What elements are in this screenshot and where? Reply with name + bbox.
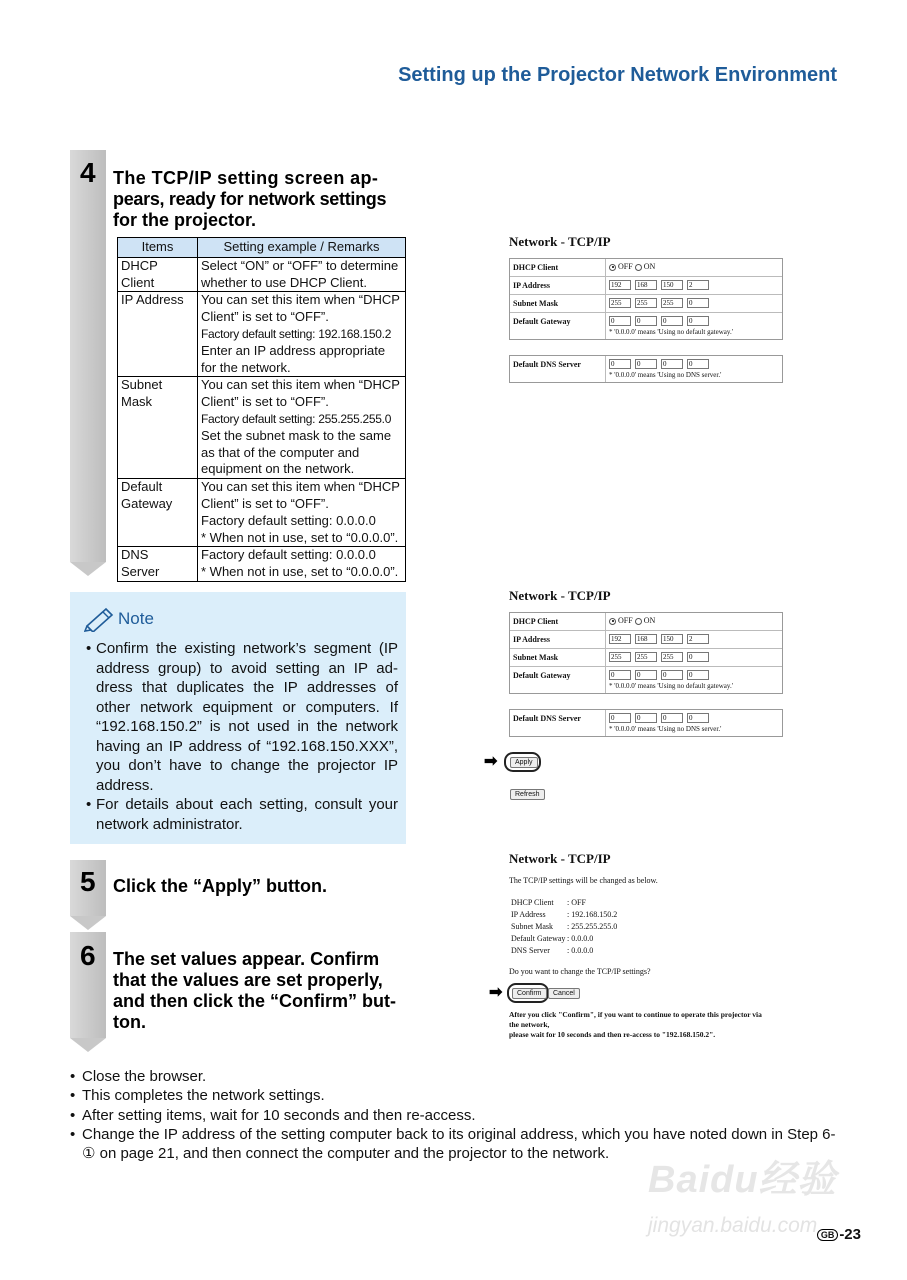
note-box xyxy=(70,592,406,844)
pencil-icon xyxy=(84,606,116,632)
dns-field[interactable]: 0 xyxy=(687,713,709,723)
dns-field[interactable]: 0 xyxy=(661,713,683,723)
radio-off[interactable] xyxy=(609,264,616,271)
confirm-button[interactable]: Confirm xyxy=(512,988,547,999)
screen-3-title: Network - TCP/IP xyxy=(509,851,611,866)
gateway-field[interactable]: 0 xyxy=(661,316,683,326)
note-header xyxy=(84,606,154,632)
table-row: DHCP Client Select “ON” or “OFF” to determine whether to use DHCP Client. xyxy=(118,257,406,292)
cancel-button[interactable]: Cancel xyxy=(548,988,580,999)
gateway-field[interactable]: 0 xyxy=(687,316,709,326)
list-item: • Close the browser. xyxy=(70,1068,207,1085)
gateway-field[interactable]: 0 xyxy=(609,316,631,326)
screen-2-form: DHCP Client OFF ON IP Address 192 168 150 2 Subnet Mask 255 255 255 0 Default Gateway 0 0 0 0 * '0.0.0.0' means 'Using no default gateway.' xyxy=(509,612,783,694)
ip-field[interactable]: 2 xyxy=(687,280,709,290)
radio-off[interactable] xyxy=(609,618,616,625)
dns-field[interactable]: 0 xyxy=(687,359,709,369)
apply-button[interactable]: Apply xyxy=(510,757,538,768)
subnet-field[interactable]: 255 xyxy=(661,652,683,662)
refresh-button[interactable]: Refresh xyxy=(510,789,545,800)
subnet-field[interactable]: 255 xyxy=(635,298,657,308)
subnet-field[interactable]: 255 xyxy=(609,652,631,662)
pointer-arrow-icon: ➡ xyxy=(489,984,503,1001)
gateway-field[interactable]: 0 xyxy=(635,670,657,680)
dns-field[interactable]: 0 xyxy=(609,713,631,723)
table-header-remarks: Setting example / Remarks xyxy=(198,238,406,258)
radio-on[interactable] xyxy=(635,618,642,625)
subnet-field[interactable]: 255 xyxy=(661,298,683,308)
screen-1-form: DHCP Client OFF ON IP Address 192 168 150 2 Subnet Mask 255 255 255 0 Default Gateway 0 0 0 0 * '0.0.0.0' means 'Using no default gateway.' xyxy=(509,258,783,340)
step-5-number: 5 xyxy=(80,866,96,897)
screen-2-dns-form: Default DNS Server 0 0 0 0 * '0.0.0.0' means 'Using no DNS server.' xyxy=(509,709,783,737)
subnet-field[interactable]: 0 xyxy=(687,298,709,308)
list-item: • This completes the network settings. xyxy=(70,1087,325,1105)
pointer-arrow-icon: ➡ xyxy=(484,753,498,770)
dns-field[interactable]: 0 xyxy=(609,359,631,369)
note-list xyxy=(86,639,398,834)
screen-1-dns-form: Default DNS Server 0 0 0 0 * '0.0.0.0' means 'Using no DNS server.' xyxy=(509,355,783,383)
dns-field[interactable]: 0 xyxy=(635,359,657,369)
page-number-text: -23 xyxy=(839,1226,861,1243)
baidu-watermark-url: jingyan.baidu.com xyxy=(648,1214,818,1237)
ip-field[interactable]: 168 xyxy=(635,280,657,290)
gateway-field[interactable]: 0 xyxy=(661,670,683,680)
step-5-text: Click the “Apply” button. xyxy=(113,876,327,896)
note-bullet: • For details about each setting, consult your network administrator. xyxy=(86,796,398,833)
confirm-warning: After you click "Confirm", if you want to continue to operate this projector via the network, please wait for 10 seconds and then re-access to "192.168.150.2". xyxy=(509,1010,762,1039)
gateway-field[interactable]: 0 xyxy=(635,316,657,326)
table-row: DNS Server Factory default setting: 0.0.0.0 * When not in use, set to “0.0.0.0”. xyxy=(118,547,406,582)
list-item: • After setting items, wait for 10 seconds and then re-access. xyxy=(70,1106,476,1124)
settings-table xyxy=(117,237,406,582)
gateway-field[interactable]: 0 xyxy=(687,670,709,680)
subnet-field[interactable]: 0 xyxy=(687,652,709,662)
table-header-items: Items xyxy=(118,238,198,258)
page-header-title: Setting up the Projector Network Environment xyxy=(398,64,837,86)
step-4-text: The TCP/IP setting screen ap- pears, ready for network settings for the projector. xyxy=(113,168,387,230)
screen-1-title: Network - TCP/IP xyxy=(509,234,611,249)
baidu-watermark: Baidu经验 xyxy=(648,1159,837,1201)
step-6-text: The set values appear. Confirm that the values are set properly, and then click the “Confirm” but- ton. xyxy=(113,949,397,1032)
list-item: • Change the IP address of the setting computer back to its original address, which you have noted down in Step 6-① on page 21, and then connect the computer and the projector to the network. xyxy=(70,1125,836,1163)
ip-field[interactable]: 192 xyxy=(609,634,631,644)
subnet-field[interactable]: 255 xyxy=(609,298,631,308)
screen-2-title: Network - TCP/IP xyxy=(509,588,611,603)
ip-field[interactable]: 150 xyxy=(661,280,683,290)
subnet-field[interactable]: 255 xyxy=(635,652,657,662)
confirm-question: Do you want to change the TCP/IP settings? xyxy=(509,967,651,976)
region-badge: GB xyxy=(817,1229,839,1241)
radio-on[interactable] xyxy=(635,264,642,271)
confirm-values: DHCP Client : OFF IP Address : 192.168.150.2 Subnet Mask : 255.255.255.0 Default Gateway : 0.0.0.0 DNS Server : 0.0.0.0 xyxy=(511,898,618,955)
note-bullet: • Confirm the existing network’s segment (IP address group) to avoid setting an IP ad-dress that duplicates the IP addresses of other network equipment or computers. If “192.168.150.2” is not used in the network having an IP address of “192.168.150.XXX”, you don’t have to change the projector IP address. xyxy=(86,640,398,794)
table-row: Default Gateway You can set this item when “DHCP Client” is set to “OFF”. Factory default setting: 0.0.0.0 * When not in use, set to “0.0.0.0”. xyxy=(118,479,406,547)
ip-field[interactable]: 168 xyxy=(635,634,657,644)
ip-field[interactable]: 192 xyxy=(609,280,631,290)
table-row: IP Address You can set this item when “DHCP Client” is set to “OFF”. Factory default setting: 192.168.150.2 Enter an IP address appropriate for the network. xyxy=(118,292,406,377)
page-number xyxy=(817,1226,861,1243)
step-6-number: 6 xyxy=(80,940,96,971)
step-4-tab xyxy=(70,150,106,562)
dns-field[interactable]: 0 xyxy=(661,359,683,369)
note-title: Note xyxy=(118,609,154,628)
table-row: Subnet Mask You can set this item when “DHCP Client” is set to “OFF”. Factory default setting: 255.255.255.0 Set the subnet mask to the same as that of the computer and equipment on the network. xyxy=(118,377,406,479)
gateway-field[interactable]: 0 xyxy=(609,670,631,680)
ip-field[interactable]: 2 xyxy=(687,634,709,644)
dns-field[interactable]: 0 xyxy=(635,713,657,723)
confirm-intro: The TCP/IP settings will be changed as below. xyxy=(509,876,658,885)
ip-field[interactable]: 150 xyxy=(661,634,683,644)
step-4-number: 4 xyxy=(80,157,96,188)
